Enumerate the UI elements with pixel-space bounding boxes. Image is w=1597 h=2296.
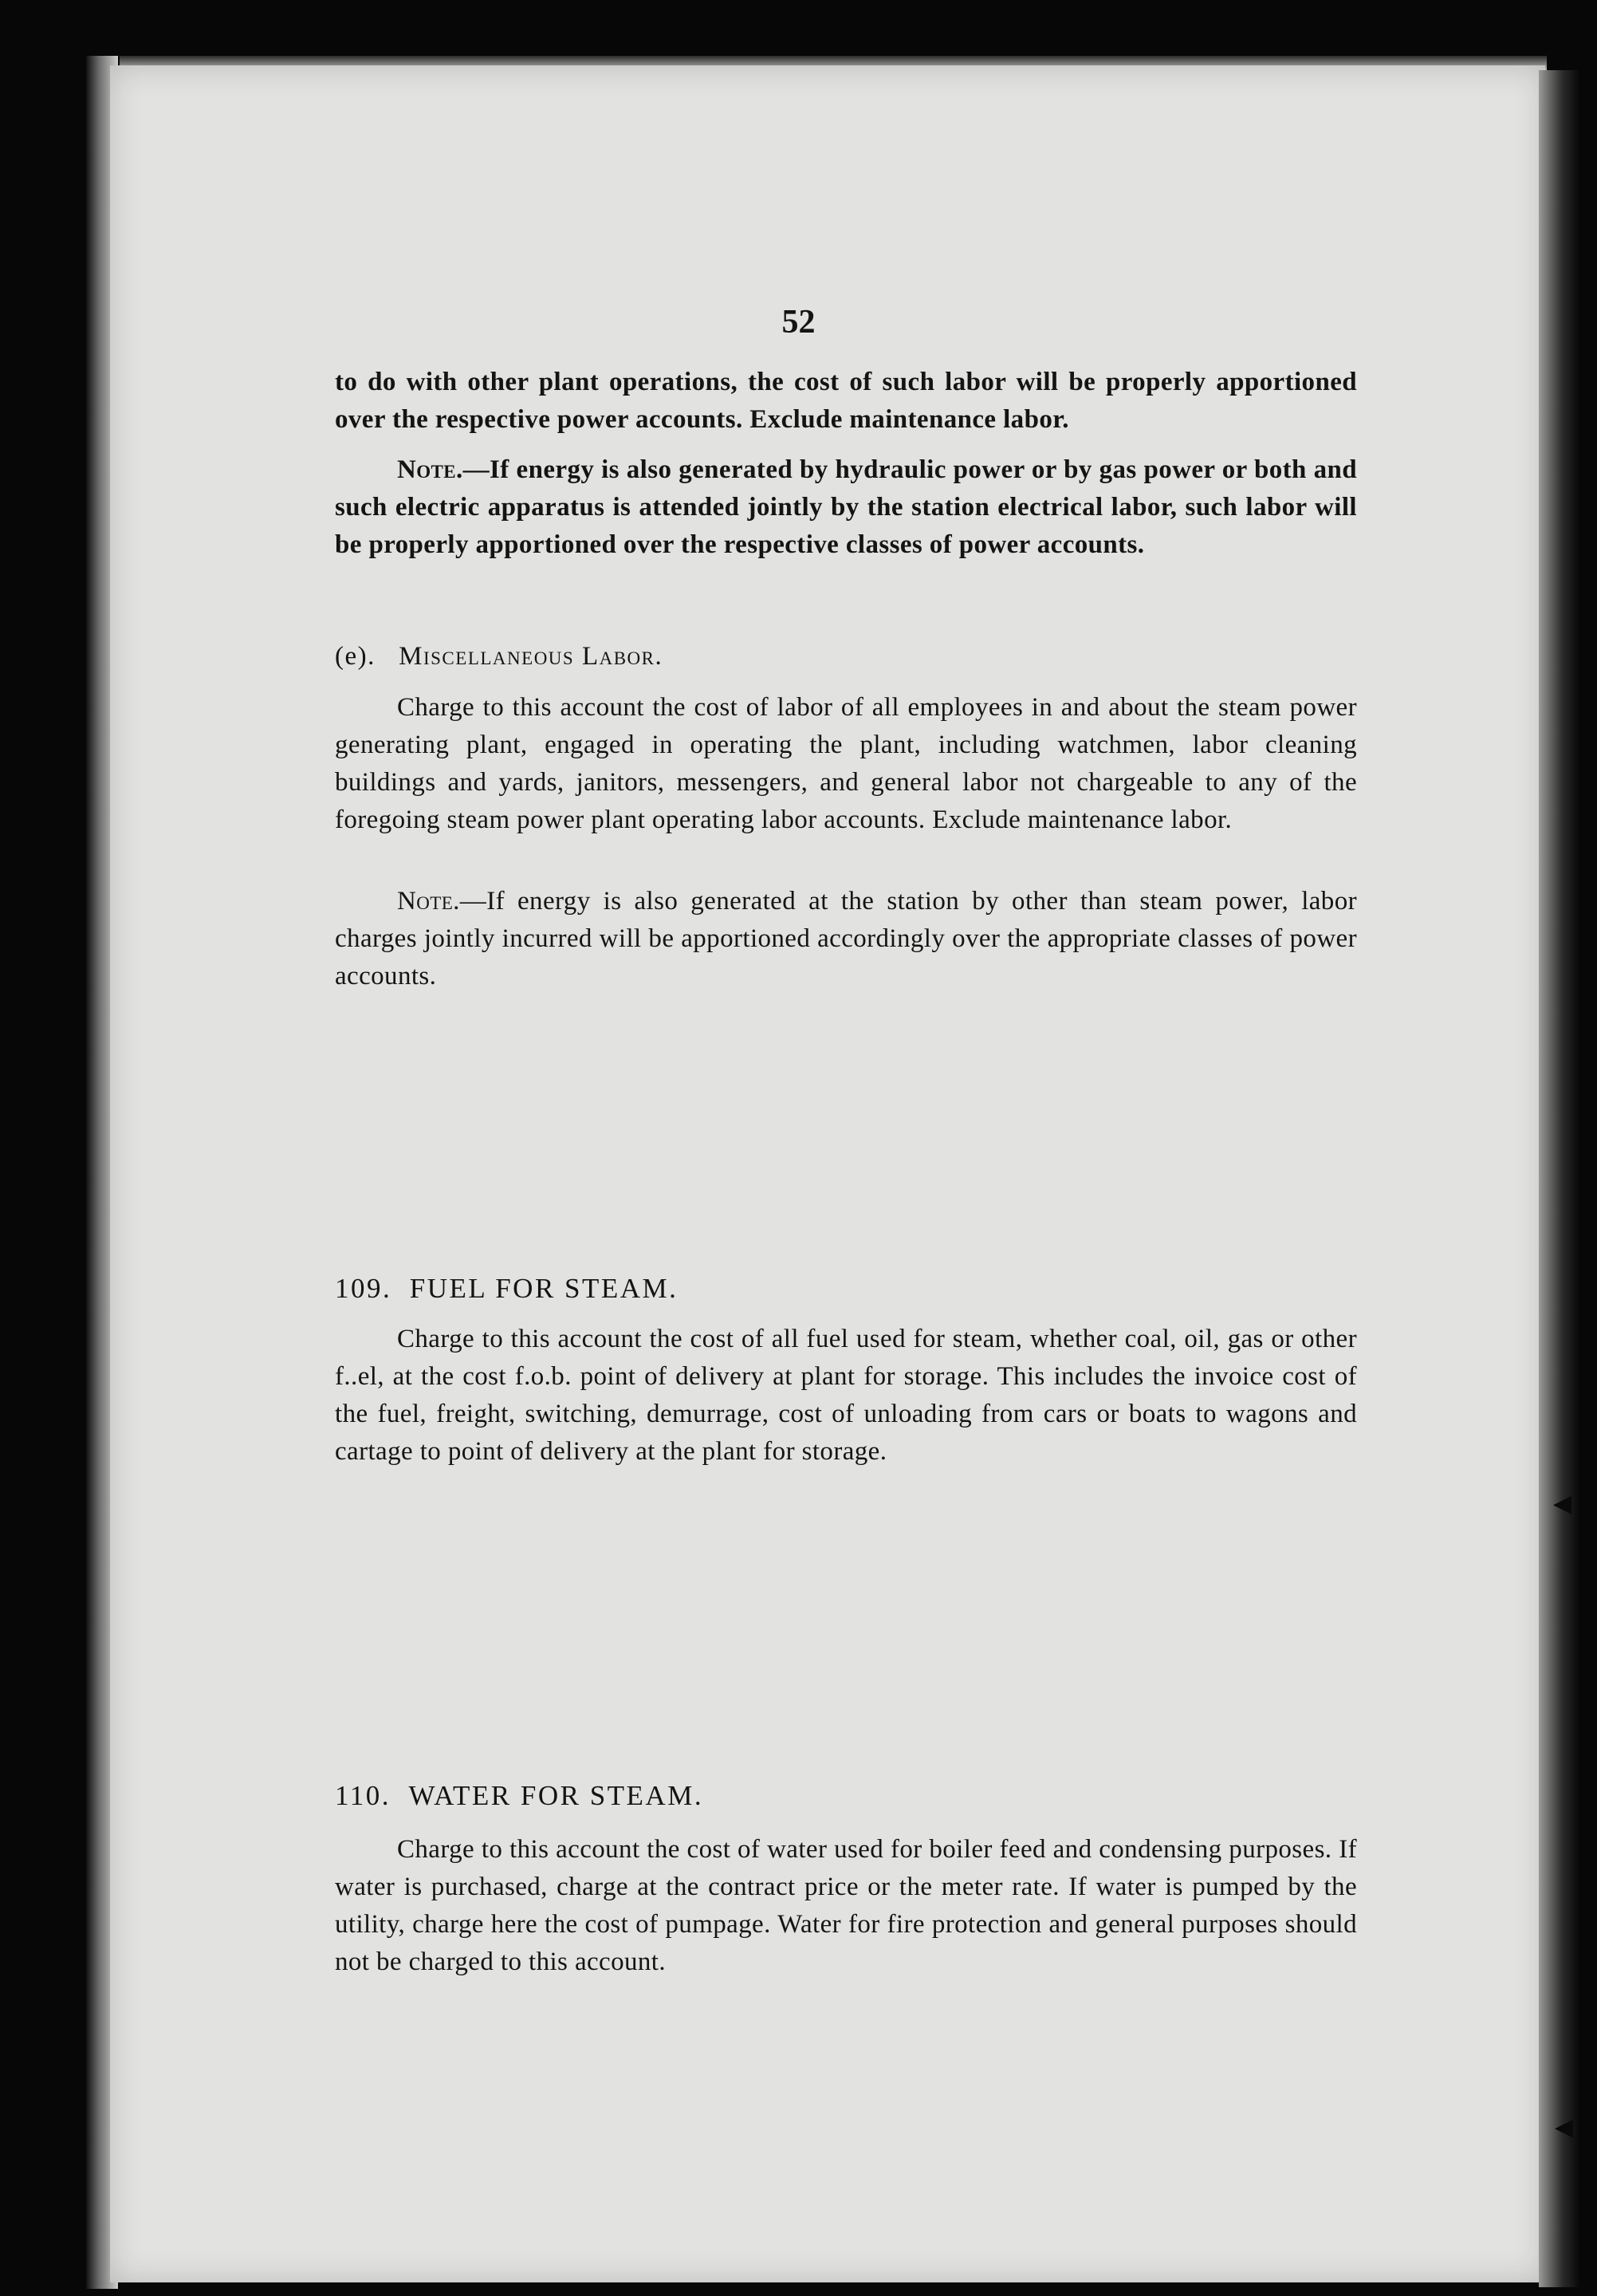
page-number: 52: [781, 304, 816, 341]
misc-labor-text: Charge to this account the cost of labor of all employees in and about the steam power generating plant, engaged in operating the plant, including watchmen, labor cleaning buildings and yards, janitors, messengers, and general labor not chargeable to any of the foregoing steam power plant operating labor accounts. Exclude maintenance labor.: [335, 693, 1357, 834]
note-label: Note.: [397, 455, 463, 484]
note-paragraph-2: [335, 883, 1357, 1006]
account-title: FUEL FOR STEAM.: [409, 1273, 679, 1304]
account-109-heading: [335, 1270, 1357, 1321]
account-title: WATER FOR STEAM.: [408, 1780, 704, 1811]
account-109-text: Charge to this account the cost of all fuel used for steam, whether coal, oil, gas or other f..el, at the cost f.o.b. point of delivery at plant for storage. This includes the invoice cost of the fuel, freight, switching, demurrage, cost of unloading from cars or boats to wagons and cartage to point of delivery at the plant for storage.: [335, 1325, 1357, 1466]
binding-mark-icon: ◀: [1555, 2113, 1574, 2141]
account-109-paragraph: [335, 1321, 1357, 1482]
account-110-text: Charge to this account the cost of water used for boiler feed and condensing purposes. If water is purchased, charge at the contract price or the meter rate. If water is pumped by the utility, charge here the cost of pumpage. Water for fire protection and general purposes should not be charged to this account.: [335, 1835, 1357, 1976]
page-right-edge: [1539, 70, 1579, 2287]
note-text: —If energy is also generated by hydraulic power or by gas power or both and such electric apparatus is attended jointly by the station electrical labor, such labor will be properly apportioned over the respective classes of power accounts.: [335, 455, 1357, 559]
binding-mark-icon: ◀: [1553, 1490, 1572, 1518]
subsection-title: Miscellaneous Labor.: [399, 642, 663, 671]
account-110-paragraph: [335, 1831, 1357, 1992]
continuation-paragraph: [335, 364, 1357, 450]
misc-labor-paragraph: [335, 689, 1357, 850]
misc-labor-heading: [335, 638, 1357, 675]
continuation-text: to do with other plant operations, the cost of such labor will be properly apportioned over the respective power accounts. Exclude maintenance labor.: [335, 368, 1357, 434]
account-number: 109.: [335, 1273, 392, 1304]
note-paragraph-1: [335, 451, 1357, 575]
note-text: —If energy is also generated at the station by other than steam power, labor charges jointly incurred will be apportioned accordingly over the appropriate classes of power accounts.: [335, 887, 1357, 990]
account-number: 110.: [335, 1780, 391, 1811]
note-label: Note.: [397, 887, 460, 916]
account-110-heading: [335, 1777, 1357, 1829]
subsection-marker: (e).: [335, 642, 376, 671]
